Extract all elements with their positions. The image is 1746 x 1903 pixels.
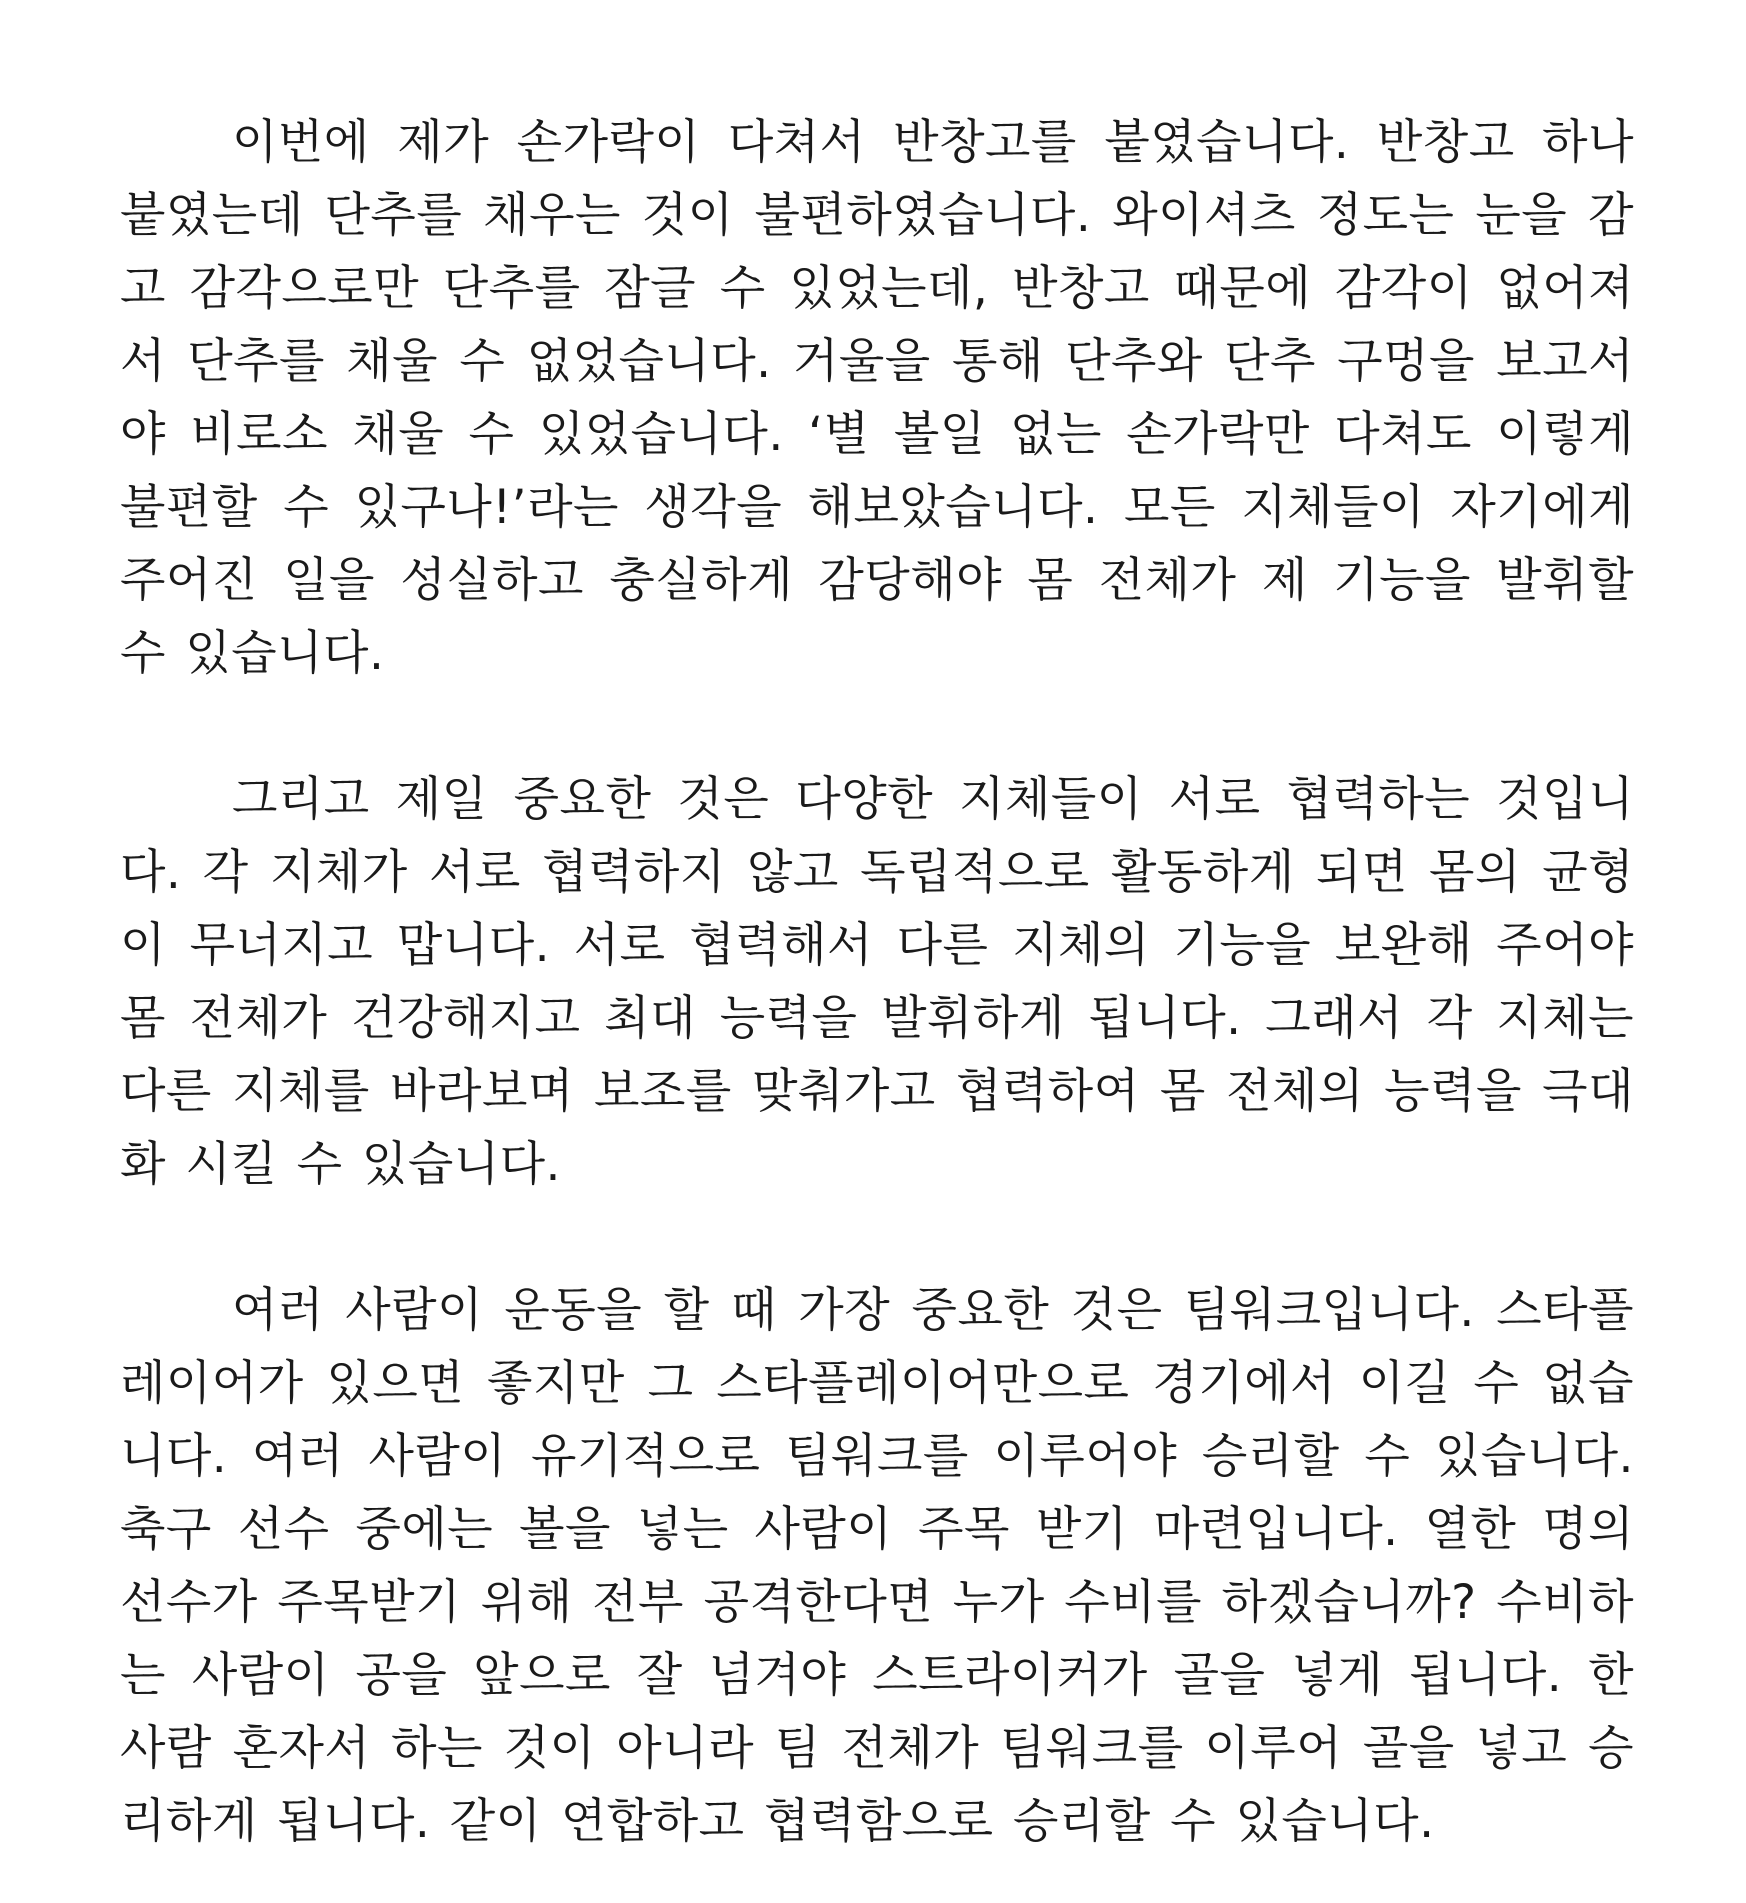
document-page — [120, 106, 1634, 1858]
paragraph-teamwork: 여러 사람이 운동을 할 때 가장 중요한 것은 팀워크입니다. 스타플레이어가 있으면 좋지만 그 스타플레이어만으로 경기에서 이길 수 없습니다. 여러 사람이 유기적으로 팀워크를 이루어야 승리할 수 있습니다. 축구 선수 중에는 볼을 넣는 사람이 주목 받기 마련입니다. 열한 명의 선수가 주목받기 위해 전부 공격한다면 누가 수비를 하겠습니까? 수비하는 사람이 공을 앞으로 잘 넘겨야 스트라이커가 골을 넣게 됩니다. 한 사람 혼자서 하는 것이 아니라 팀 전체가 팀워크를 이루어 골을 넣고 승리하게 됩니다. 같이 연합하고 협력함으로 승리할 수 있습니다. — [120, 1283, 1634, 1849]
paragraph-finger-bandage: 이번에 제가 손가락이 다쳐서 반창고를 붙였습니다. 반창고 하나 붙였는데 단추를 채우는 것이 불편하였습니다. 와이셔츠 정도는 눈을 감고 감각으로만 단추를 잠글 수 있었는데, 반창고 때문에 감각이 없어져서 단추를 채울 수 없었습니다. 거울을 통해 단추와 단추 구멍을 보고서야 비로소 채울 수 있었습니다. ‘별 볼일 없는 손가락만 다쳐도 이렇게 불편할 수 있구나!’라는 생각을 해보았습니다. 모든 지체들이 자기에게 주어진 일을 성실하고 충실하게 감당해야 몸 전체가 제 기능을 발휘할 수 있습니다. — [120, 115, 1634, 681]
paragraph-members-cooperation: 그리고 제일 중요한 것은 다양한 지체들이 서로 협력하는 것입니다. 각 지체가 서로 협력하지 않고 독립적으로 활동하게 되면 몸의 균형이 무너지고 맙니다. 서로 협력해서 다른 지체의 기능을 보완해 주어야 몸 전체가 건강해지고 최대 능력을 발휘하게 됩니다. 그래서 각 지체는 다른 지체를 바라보며 보조를 맞춰가고 협력하여 몸 전체의 능력을 극대화 시킬 수 있습니다. — [120, 772, 1634, 1192]
